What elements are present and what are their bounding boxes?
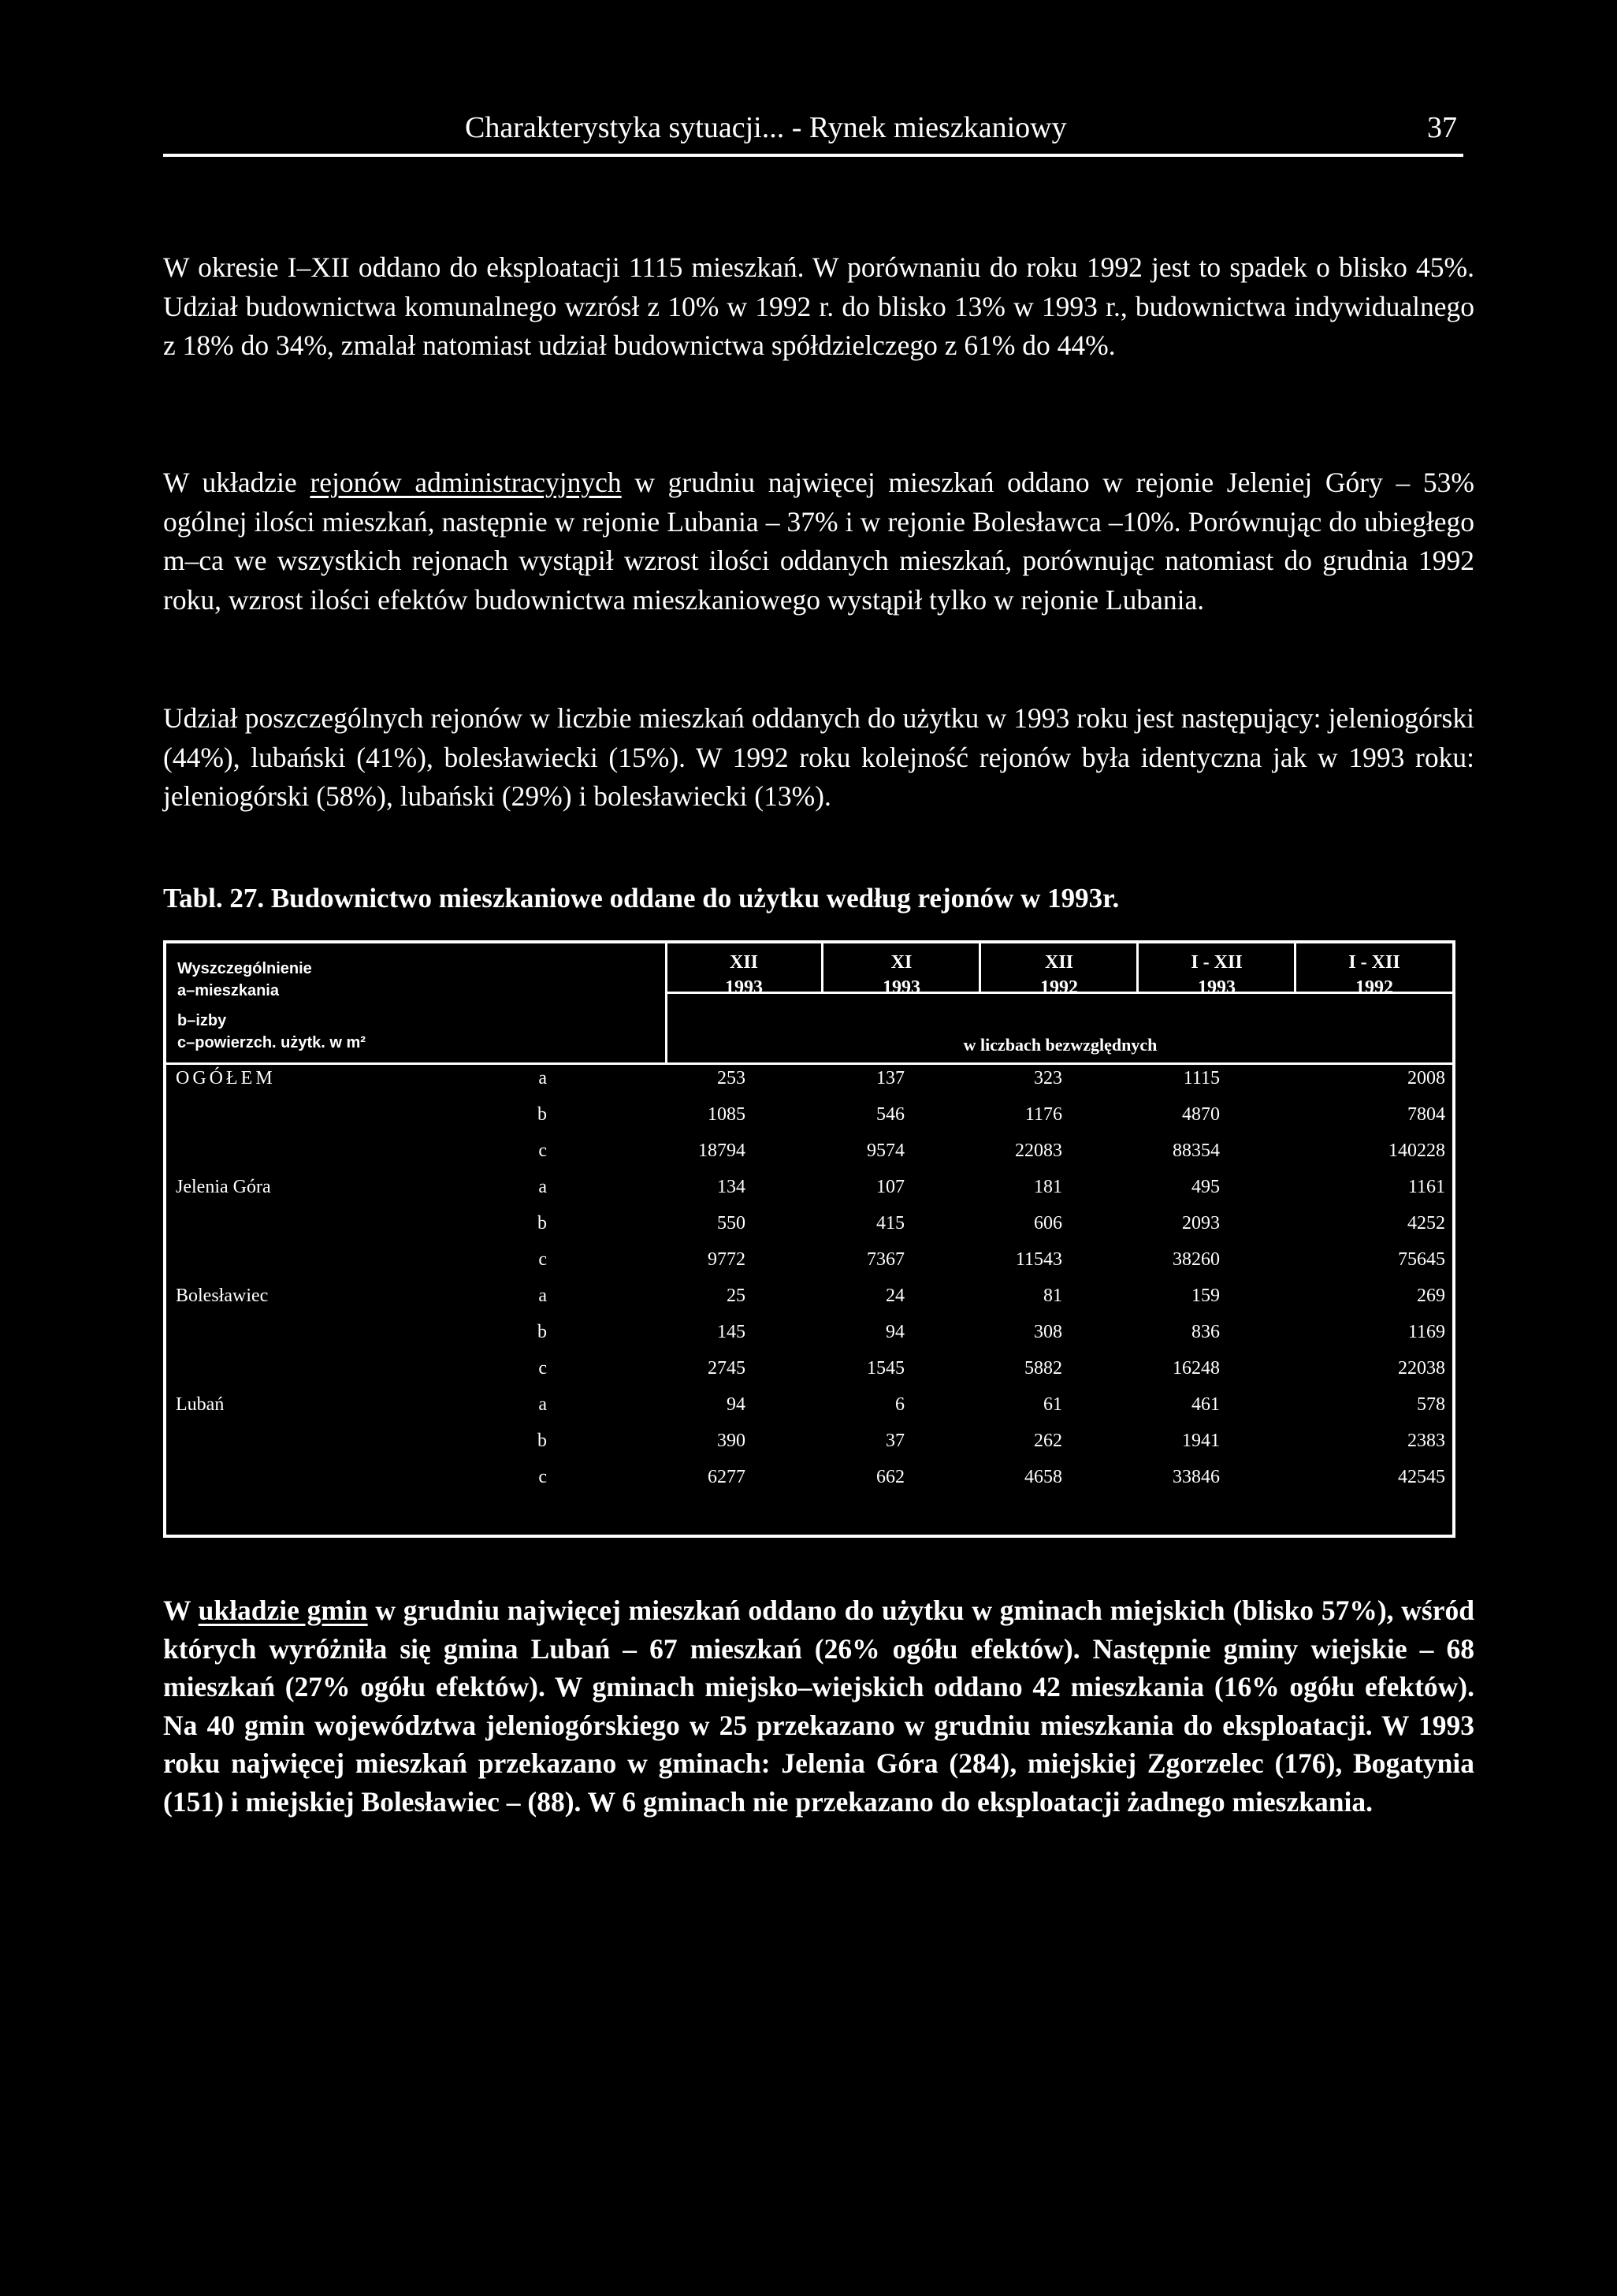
table-cell: 6277	[708, 1467, 745, 1487]
row-letter: c	[538, 1467, 547, 1487]
column-year: 1992	[1040, 977, 1078, 998]
table-cell: 2745	[708, 1358, 745, 1379]
table-cell: 38260	[1173, 1249, 1220, 1270]
paragraph-2-rest: w grudniu najwięcej mieszkań oddano w rejonie Jeleniej Góry – 53% ogólnej ilości mieszkań, następnie w rejonie Lubania – 37% i w rejonie Bolesławca –10%. Porównując do ubiegłego m–ca we wszystkich rejonach wystąpił wzrost ilości oddanych mieszkań, porównując natomiast do grudnia 1992 roku, wzrost ilości efektów budownictwa mieszkaniowego wystąpił tylko w rejonie Lubania.	[163, 467, 1474, 616]
table-cell: 11543	[1015, 1249, 1062, 1270]
table-cell: 4658	[1024, 1467, 1062, 1487]
column-year: 1993	[725, 977, 763, 998]
table-cell: 390	[717, 1431, 745, 1451]
table-cell: 134	[717, 1177, 745, 1197]
table-cell: 4870	[1182, 1104, 1220, 1125]
table-cell: 75645	[1398, 1249, 1445, 1270]
table-cell: 550	[717, 1213, 745, 1234]
running-header	[163, 109, 1463, 150]
region-label: Bolesławiec	[176, 1286, 269, 1306]
table-cell: 461	[1191, 1394, 1220, 1415]
column-period: I - XII	[1348, 952, 1400, 973]
table-cell: 6	[895, 1394, 905, 1415]
table-cell: 262	[1034, 1431, 1062, 1451]
table-cell: 37	[886, 1431, 905, 1451]
table-cell: 9772	[708, 1249, 745, 1270]
table-cell: 140228	[1388, 1141, 1445, 1161]
table-cell: 25	[727, 1286, 745, 1306]
table-cell: 836	[1191, 1322, 1220, 1342]
row-letter: b	[537, 1431, 547, 1451]
table-cell: 107	[876, 1177, 905, 1197]
column-year: 1993	[883, 977, 920, 998]
table-cell: 159	[1191, 1286, 1220, 1306]
table-cell: 7804	[1407, 1104, 1445, 1125]
paragraph-2	[163, 463, 1474, 620]
table-cell: 578	[1417, 1394, 1445, 1415]
table-cell: 253	[717, 1068, 745, 1088]
housing-table	[163, 940, 1455, 1538]
row-letter: b	[537, 1322, 547, 1342]
table-cell: 1941	[1182, 1431, 1220, 1451]
table-cell: 94	[727, 1394, 745, 1415]
stub-header-b: b–izby	[177, 1012, 227, 1029]
stub-header-label: Wyszczególnienie	[177, 960, 312, 977]
paragraph-4-underlined: układzie gmin	[198, 1595, 368, 1626]
region-label: OGÓŁEM	[176, 1068, 276, 1088]
table-cell: 1545	[867, 1358, 905, 1379]
row-letter: c	[538, 1358, 547, 1379]
unit-label: w liczbach bezwzględnych	[963, 1035, 1158, 1055]
table-cell: 2383	[1407, 1431, 1445, 1451]
region-label: Lubań	[176, 1394, 225, 1415]
table-cell: 2093	[1182, 1213, 1220, 1234]
table-cell: 22038	[1398, 1358, 1445, 1379]
paragraph-1: W okresie I–XII oddano do eksploatacji 1115 mieszkań. W porównaniu do roku 1992 jest to spadek o blisko 45%. Udział budownictwa komunalnego wzrósł z 10% w 1992 r. do blisko 13% w 1993 r., budownictwa indywidualnego z 18% do 34%, zmalał natomiast udział budownictwa spółdzielczego z 61% do 44%.	[163, 251, 1474, 361]
column-year: 1992	[1355, 977, 1393, 998]
table-cell: 606	[1034, 1213, 1062, 1234]
stub-header-c: c–powierzch. użytk. w m²	[177, 1034, 366, 1051]
page-number: 37	[1427, 111, 1457, 144]
table-cell: 308	[1034, 1322, 1062, 1342]
paragraph-2-lead: W układzie	[163, 467, 310, 498]
paragraph-4-rest: w grudniu najwięcej mieszkań oddano do użytku w gminach miejskich (blisko 57%), wśród których wyróżniła się gmina Lubań – 67 mieszkań (26% ogółu efektów). Następnie gminy wiejskie – 68 mieszkań (27% ogółu efektów). W gminach miejsko–wiejskich oddano 42 mieszkania (16% ogółu efektów). Na 40 gmin województwa jeleniogórskiego w 25 przekazano w grudniu mieszkania do eksploatacji. W 1993 roku najwięcej mieszkań przekazano w gminach: Jelenia Góra (284), miejskiej Zgorzelec (176), Bogatynia (151) i miejskiej Bolesławiec – (88). W 6 gminach nie przekazano do eksploatacji żadnego mieszkania.	[163, 1595, 1474, 1818]
table-cell: 9574	[867, 1141, 905, 1161]
paragraph-2-underlined: rejonów administracyjnych	[310, 467, 622, 498]
column-period: XI	[890, 952, 913, 973]
table-cell: 42545	[1398, 1467, 1445, 1487]
table-cell: 18794	[698, 1141, 745, 1161]
header-title: Charakterystyka sytuacji... - Rynek mieszkaniowy	[465, 111, 1067, 144]
table-cell: 269	[1417, 1286, 1445, 1306]
row-letter: b	[537, 1213, 547, 1234]
header-rule	[163, 154, 1463, 157]
table-cell: 7367	[867, 1249, 905, 1270]
table-cell: 145	[717, 1322, 745, 1342]
table-cell: 1161	[1407, 1177, 1445, 1197]
row-letter: a	[538, 1068, 547, 1088]
table-cell: 323	[1034, 1068, 1062, 1088]
column-year: 1993	[1198, 977, 1236, 998]
table-cell: 94	[886, 1322, 905, 1342]
table-cell: 1085	[708, 1104, 745, 1125]
table-cell: 33846	[1173, 1467, 1220, 1487]
column-period: XII	[1044, 952, 1073, 973]
paragraph-3: Udział poszczególnych rejonów w liczbie mieszkań oddanych do użytku w 1993 roku jest następujący: jeleniogórski (44%), lubański (41%), bolesławiecki (15%). W 1992 roku kolejność rejonów była identyczna jak w 1993 roku: jeleniogórski (58%), lubański (29%) i bolesławiecki (13%).	[163, 702, 1474, 812]
table-cell: 81	[1043, 1286, 1062, 1306]
row-letter: a	[538, 1177, 547, 1197]
stub-header-a: a–mieszkania	[177, 982, 279, 999]
row-letter: c	[538, 1141, 547, 1161]
table-cell: 2008	[1407, 1068, 1445, 1088]
table-cell: 4252	[1407, 1213, 1445, 1234]
table-cell: 495	[1191, 1177, 1220, 1197]
table-cell: 415	[876, 1213, 905, 1234]
table-cell: 24	[886, 1286, 905, 1306]
table-cell: 181	[1034, 1177, 1062, 1197]
table-cell: 88354	[1173, 1141, 1220, 1161]
table-cell: 1176	[1024, 1104, 1062, 1125]
row-letter: a	[538, 1286, 547, 1306]
table-cell: 1169	[1407, 1322, 1445, 1342]
row-letter: b	[537, 1104, 547, 1125]
table-cell: 546	[876, 1104, 905, 1125]
table-cell: 5882	[1024, 1358, 1062, 1379]
table-caption: Tabl. 27. Budownictwo mieszkaniowe oddane do użytku według rejonów w 1993r.	[163, 883, 1120, 914]
table-cell: 16248	[1173, 1358, 1220, 1379]
column-period: XII	[729, 952, 758, 973]
column-period: I - XII	[1191, 952, 1243, 973]
table-cell: 1115	[1183, 1068, 1220, 1088]
table-cell: 22083	[1015, 1141, 1062, 1161]
table-cell: 662	[876, 1467, 905, 1487]
row-letter: c	[538, 1249, 547, 1270]
paragraph-4-lead: W	[163, 1595, 199, 1626]
table-cell: 137	[876, 1068, 905, 1088]
paragraph-4	[163, 1591, 1474, 1821]
row-letter: a	[538, 1394, 547, 1415]
table-cell: 61	[1043, 1394, 1062, 1415]
region-label: Jelenia Góra	[176, 1177, 271, 1197]
